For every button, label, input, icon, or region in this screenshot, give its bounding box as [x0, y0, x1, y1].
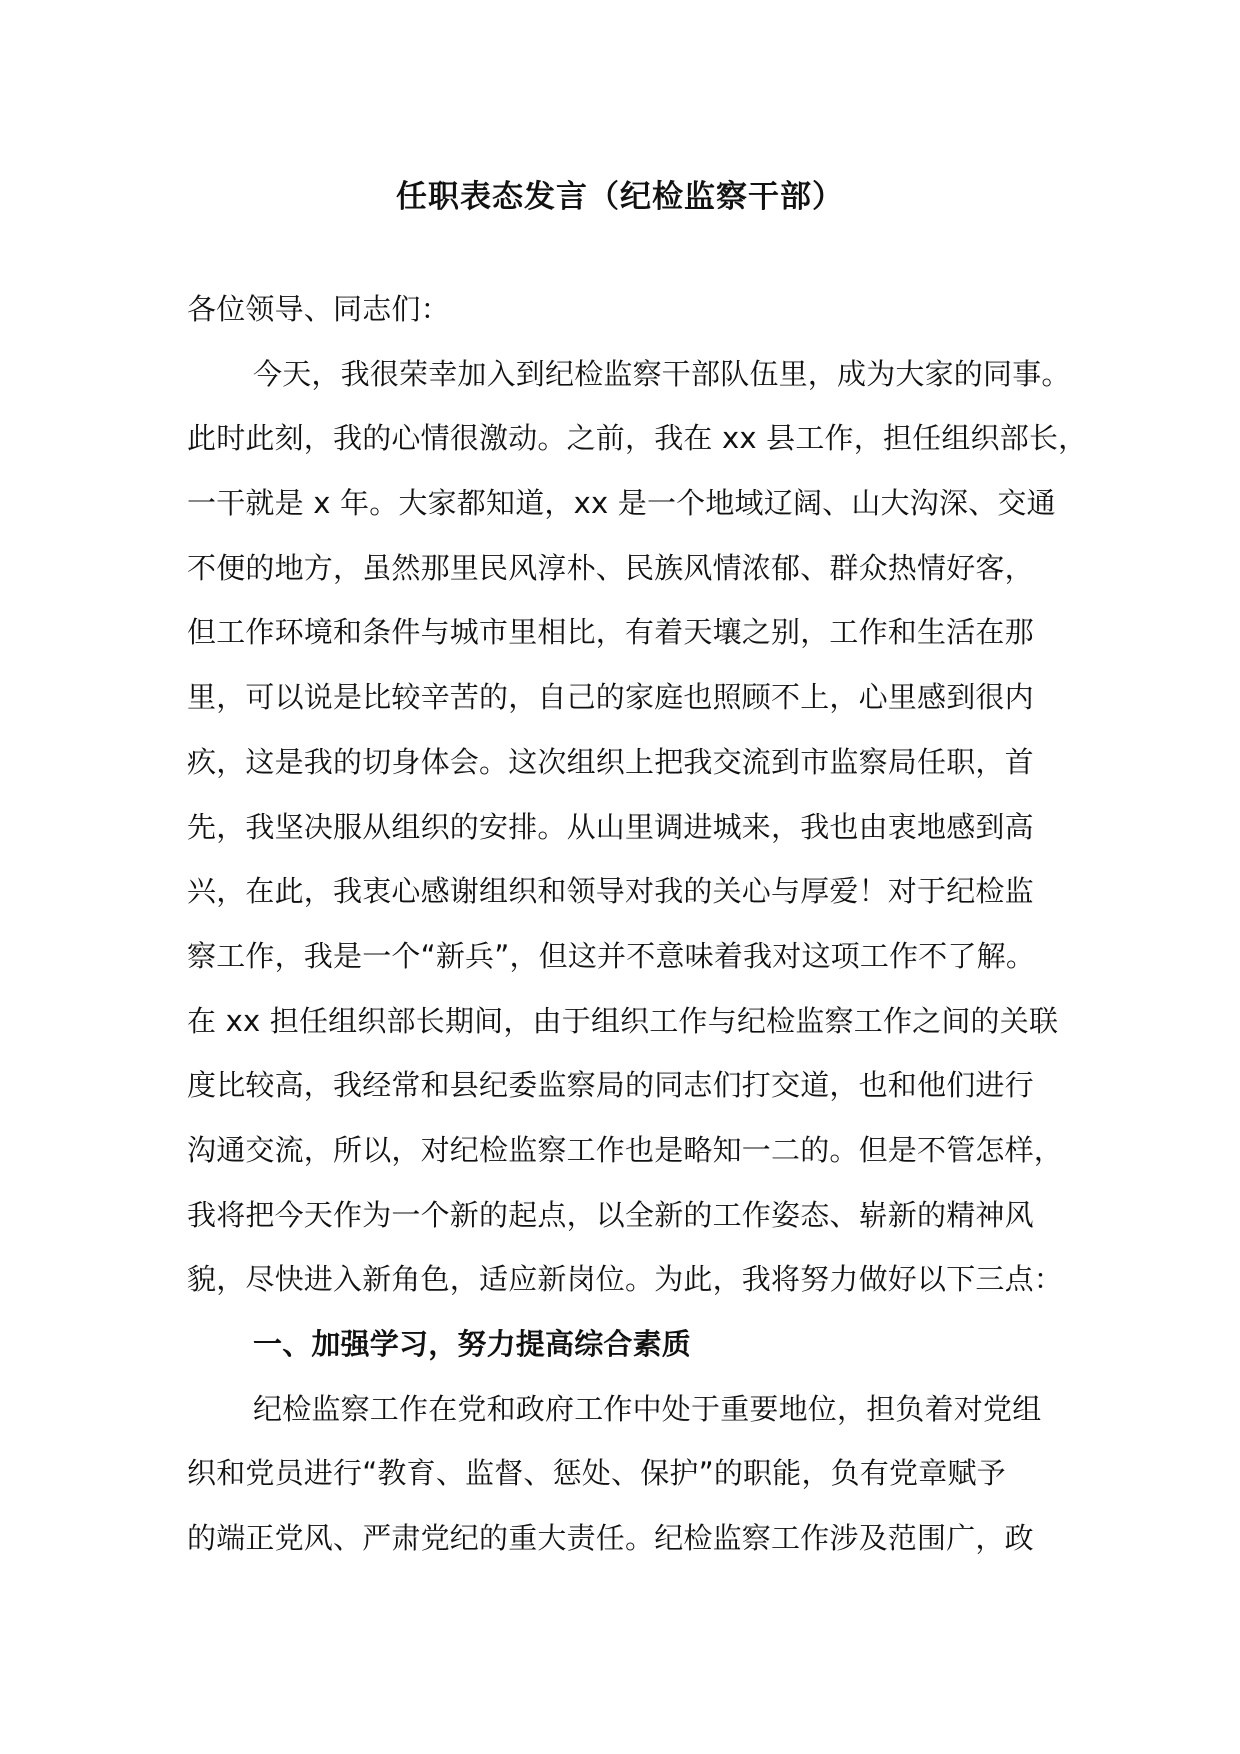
paragraph-line: 察工作，我是一个“新兵”，但这并不意味着我对这项工作不了解。 — [187, 938, 1036, 973]
paragraph-line: 先，我坚决服从组织的安排。从山里调进城来，我也由衷地感到高 — [187, 809, 1034, 844]
paragraph-1 — [187, 342, 1088, 1312]
paragraph-line: 不便的地方，虽然那里民风淳朴、民族风情浓郁、群众热情好客， — [187, 550, 1034, 585]
paragraph-line: 今天，我很荣幸加入到纪检监察干部队伍里，成为大家的同事。 — [253, 356, 1071, 391]
paragraph-line: 我将把今天作为一个新的起点，以全新的工作姿态、崭新的精神风 — [187, 1197, 1034, 1232]
salutation: 各位领导、同志们： — [187, 292, 450, 326]
section-heading: 一、加强学习，努力提高综合素质 — [253, 1327, 692, 1361]
paragraph-line: 纪检监察工作在党和政府工作中处于重要地位，担负着对党组 — [253, 1391, 1042, 1426]
paragraph-line: 一干就是 x 年。大家都知道，xx 是一个地域辽阔、山大沟深、交通 — [187, 486, 1056, 521]
paragraph-line: 在 xx 担任组织部长期间，由于组织工作与纪检监察工作之间的关联 — [187, 1003, 1059, 1038]
paragraph-line: 貌，尽快进入新角色，适应新岗位。为此，我将努力做好以下三点： — [187, 1262, 1064, 1297]
paragraph-line: 兴，在此，我衷心感谢组织和领导对我的关心与厚爱！对于纪检监 — [187, 874, 1034, 909]
paragraph-line: 此时此刻，我的心情很激动。之前，我在 xx 县工作，担任组织部长， — [187, 421, 1088, 456]
paragraph-line: 的端正党风、严肃党纪的重大责任。纪检监察工作涉及范围广，政 — [187, 1521, 1034, 1556]
paragraph-line: 疚，这是我的切身体会。这次组织上把我交流到市监察局任职，首 — [187, 744, 1034, 779]
paragraph-line: 里，可以说是比较辛苦的，自己的家庭也照顾不上，心里感到很内 — [187, 680, 1034, 715]
paragraph-line: 度比较高，我经常和县纪委监察局的同志们打交道，也和他们进行 — [187, 1068, 1034, 1103]
document-title: 任职表态发言（纪检监察干部） — [396, 179, 844, 215]
paragraph-line: 但工作环境和条件与城市里相比，有着天壤之别，工作和生活在那 — [187, 615, 1034, 650]
paragraph-2 — [187, 1377, 1067, 1571]
paragraph-line: 沟通交流，所以，对纪检监察工作也是略知一二的。但是不管怎样， — [187, 1132, 1064, 1167]
document-body — [187, 277, 1088, 1571]
paragraph-line: 织和党员进行“教育、监督、惩处、保护”的职能，负有党章赋予 — [187, 1456, 1006, 1491]
